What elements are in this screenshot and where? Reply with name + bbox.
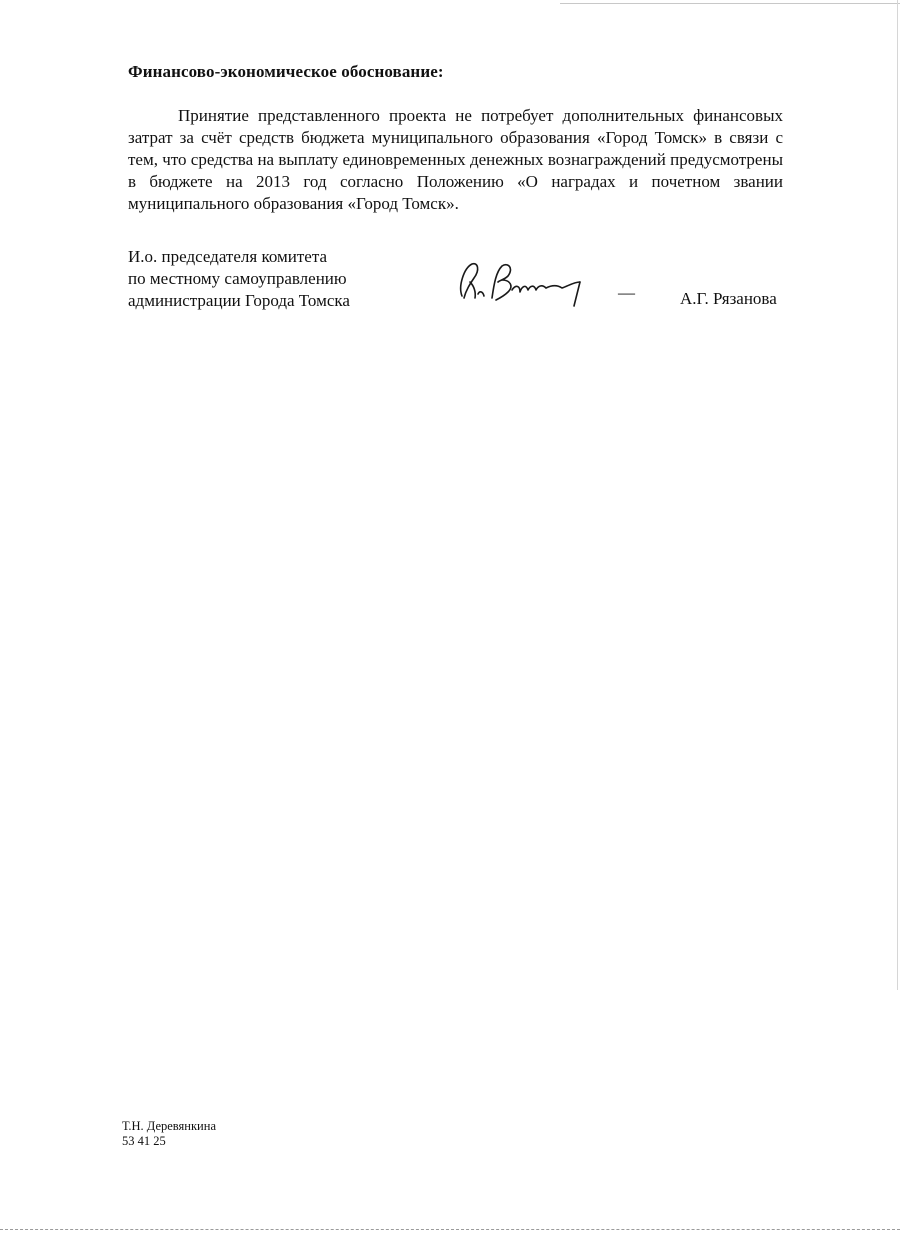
signer-title-line: по местному самоуправлению [128,269,347,288]
scan-edge-top [560,3,900,4]
executor-phone: 53 41 25 [122,1134,166,1148]
signer-title-line: администрации Города Томска [128,291,350,310]
handwritten-signature [450,256,600,316]
scan-edge-right [897,0,898,990]
section-heading: Финансово-экономическое обоснование: [128,62,444,81]
justification-paragraph: Принятие представленного проекта не потребует дополнительных финансовых затрат за счёт средств бюджета муниципального образования «Город Томск» в связи с тем, что средства на выплату единовременных денежных вознаграждений предусмотрены в бюджете на 2013 год согласно Положению «О наградах и почетном звании муниципального образования «Город Томск». [128,106,783,213]
signer-title [128,246,350,312]
signer-title-line: И.о. председателя комитета [128,247,328,266]
scan-edge-bottom [0,1229,900,1230]
signer-name: А.Г. Рязанова [680,289,777,308]
executor-info [122,1119,216,1149]
signature-dash: — [618,283,635,302]
executor-name: Т.Н. Деревянкина [122,1119,216,1133]
